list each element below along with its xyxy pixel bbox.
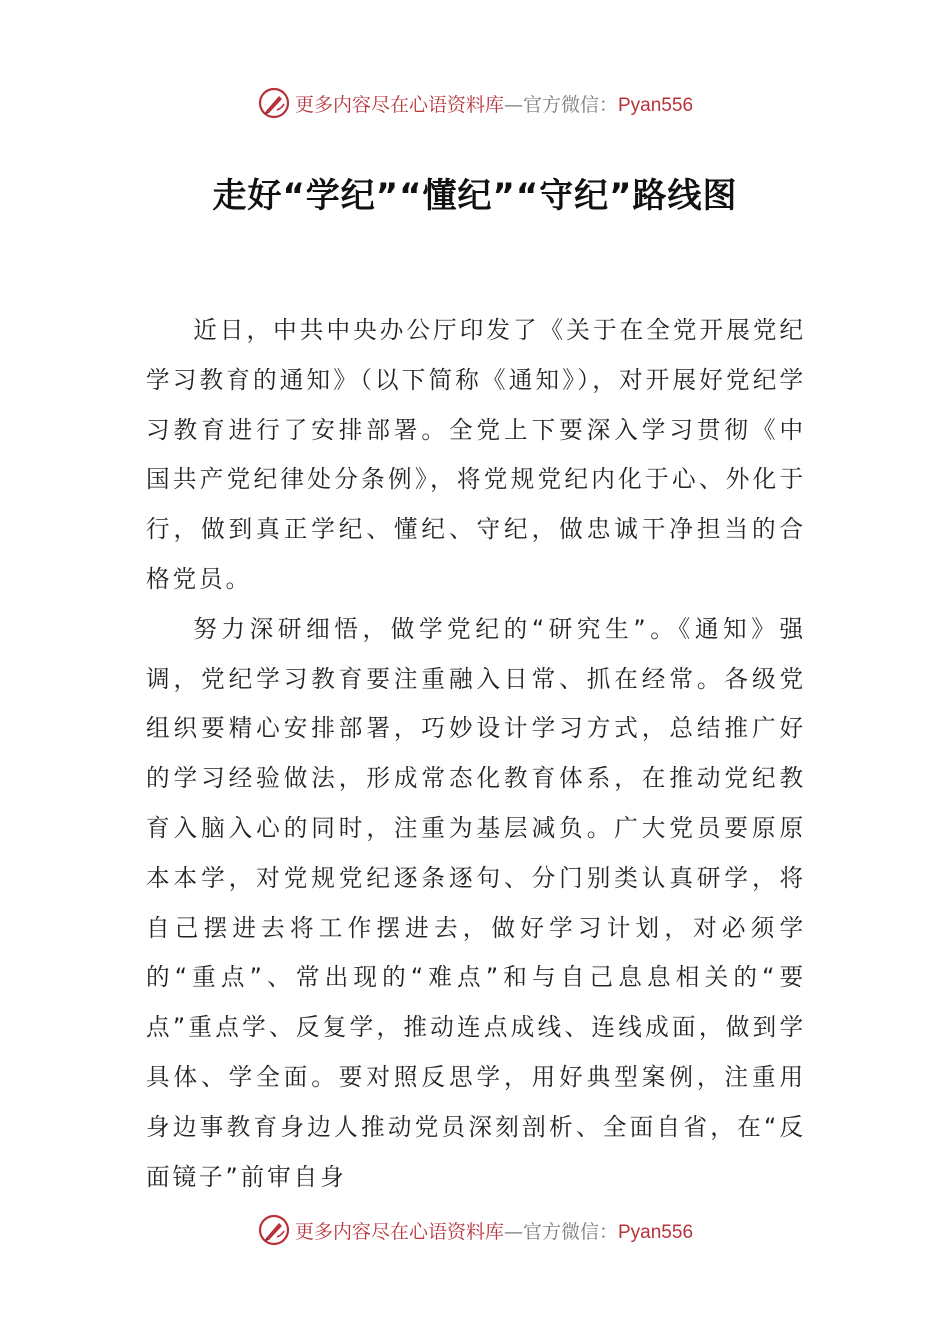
watermark-wechat-label: 官方微信： xyxy=(522,93,618,116)
header-watermark-banner xyxy=(0,83,950,123)
watermark-dash: — xyxy=(503,93,523,116)
paragraph: 近日，中共中央办公厅印发了《关于在全党开展党纪学习教育的通知》（以下简称《通知》），对开展好党纪学习教育进行了安排部署。全党上下要深入学习贯彻《中国共产党纪律处分条例》，将党规党纪内化于心、外化于行，做到真正学纪、懂纪、守纪，做忠诚干净担当的合格党员。 xyxy=(146,316,806,593)
watermark-wechat-id: Pyan556 xyxy=(618,1221,694,1243)
footer-watermark-banner xyxy=(0,1210,950,1250)
watermark-wechat-id: Pyan556 xyxy=(618,94,694,116)
watermark-text xyxy=(295,90,693,117)
watermark-library-name: 更多内容尽在心语资料库 xyxy=(294,1220,504,1243)
watermark-dash: — xyxy=(503,1220,523,1243)
pen-circle-logo-icon xyxy=(257,86,291,120)
watermark-library-name: 更多内容尽在心语资料库 xyxy=(294,93,504,116)
pen-circle-logo-icon xyxy=(257,1213,291,1247)
document-body xyxy=(146,306,806,1202)
watermark-text xyxy=(295,1217,693,1244)
paragraph: 努力深研细悟，做学党纪的“研究生”。《通知》强调，党纪学习教育要注重融入日常、抓在经常。各级党组织要精心安排部署，巧妙设计学习方式，总结推广好的学习经验做法，形成常态化教育体系，在推动党纪教育入脑入心的同时，注重为基层减负。广大党员要原原本本学，对党规党纪逐条逐句、分门别类认真研学，将自己摆进去将工作摆进去，做好学习计划，对必须学的“重点”、常出现的“难点”和与自己息息相关的“要点”重点学、反复学，推动连点成线、连线成面，做到学具体、学全面。要对照反思学，用好典型案例，注重用身边事教育身边人推动党员深刻剖析、全面自省，在“反面镜子”前审自身 xyxy=(146,614,806,1191)
document-title: 走好“学纪”“懂纪”“守纪”路线图 xyxy=(212,176,738,216)
watermark-wechat-label: 官方微信： xyxy=(522,1220,618,1243)
